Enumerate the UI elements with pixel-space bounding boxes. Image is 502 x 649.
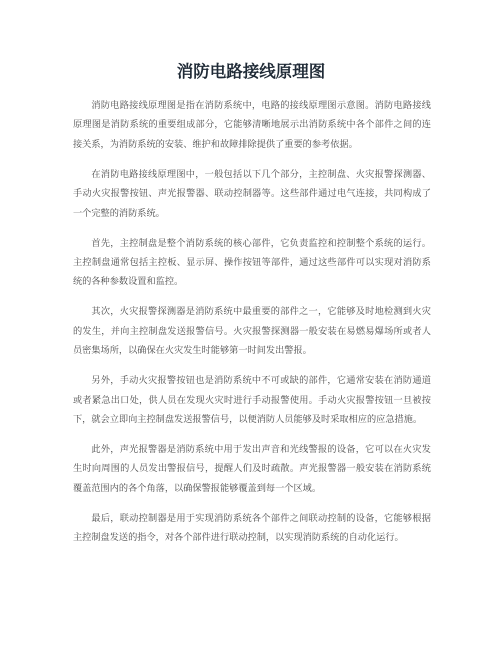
paragraph: 消防电路接线原理图是指在消防系统中，电路的接线原理图示意图。消防电路接线原理图是消防系统的重要组成部分，它能够清晰地展示出消防系统中各个部件之间的连接关系，为消防系统的安装、维护和故障排除提供了重要的参考依据。 xyxy=(73,100,431,150)
paragraph: 在消防电路接线原理图中，一般包括以下几个部分，主控制盘、火灾报警探测器、手动火灾报警按钮、声光报警器、联动控制器等。这些部件通过电气连接，共同构成了一个完整的消防系统。 xyxy=(73,168,431,219)
paragraph: 此外，声光报警器是消防系统中用于发出声音和光线警报的设备，它可以在火灾发生时向周围的人员发出警报信号，提醒人们及时疏散。声光报警器一般安装在消防系统覆盖范围内的各个角落，以确保警报能够覆盖到每一个区域。 xyxy=(73,444,431,494)
paragraph: 最后，联动控制器是用于实现消防系统各个部件之间联动控制的设备，它能够根据主控制盘发送的指令，对各个部件进行联动控制，以实现消防系统的自动化运行。 xyxy=(73,512,431,544)
paragraph: 其次，火灾报警探测器是消防系统中最重要的部件之一，它能够及时地检测到火灾的发生，并向主控制盘发送报警信号。火灾报警探测器一般安装在易燃易爆场所或者人员密集场所，以确保在火灾发生时能够第一时间发出警报。 xyxy=(73,306,431,357)
paragraph: 首先，主控制盘是整个消防系统的核心部件，它负责监控和控制整个系统的运行。主控制盘通常包括主控板、显示屏、操作按钮等部件，通过这些部件可以实现对消防系统的各种参数设置和监控。 xyxy=(73,237,431,288)
paragraph: 另外，手动火灾报警按钮也是消防系统中不可或缺的部件，它通常安装在消防通道或者紧急出口处，供人员在发现火灾时进行手动报警使用。手动火灾报警按钮一旦被按下，就会立即向主控制盘发送报警信号，以便消防人员能够及时采取相应的应急措施。 xyxy=(73,375,431,426)
document-title: 消防电路接线原理图 xyxy=(176,62,326,81)
document-body xyxy=(73,96,431,558)
